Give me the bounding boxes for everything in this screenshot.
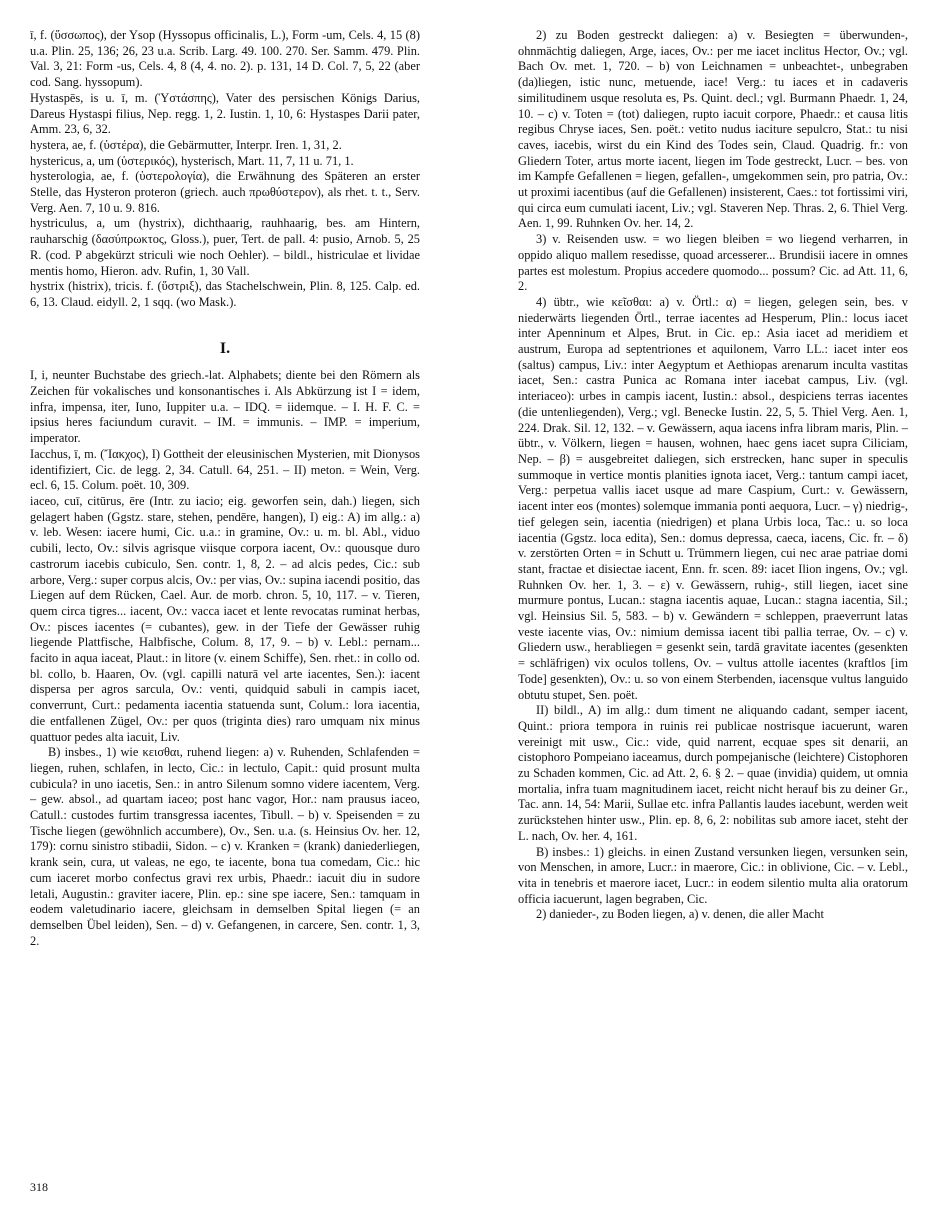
paragraph-bildl: II) bildl., A) im allg.: dum timent ne aliquando cadant, semper iacent, Quint.: priora tempora in ruinis rei publicae nostrisque iacuerunt, waren vereinigt mit usw., Cic.: vide, quid narrent, ecquae spes sit denarii, an cistophoro Pompeiano iaceamus, durch pompejanische (leichtere) Cistophoren zu Schaden kommen, Cic. ad Att. 2, 6. § 2. – quae (invidia) quidem, ut omnia mortalia, infra tuam magnitudinem iacet, reicht nicht herauf bis zu deiner Gr., Tac. ann. 14, 54: Marii, Sullae etc. infra Pallantis laudes iacebunt, werden weit zurückstehen hinter usw., Plin. ep. 8, 6, 2: nobilitas sub amore iacet, steht der L. nach, Ov. her. 4, 161.	[518, 703, 908, 843]
entry-iaceo-b: B) insbes., 1) wie κεισθαι, ruhend liegen: a) v. Ruhenden, Schlafenden = liegen, ruhen, schlafen, in lecto, Cic.: in lectulo, Capit.: quid prosunt multa cubicula? in uno iacetis, Sen.: in antro Silenum somno videre iacentem, Verg. – gew. absol., ad quartam iaceo; post hanc vagor, Hor.: nam prausus iaceo, Catull.: custodes furtim transgressa iacentes, Tibull. – b) v. Speisenden = zu Tische liegen (gewöhnlich accumbere), Ov., Sen. u.a. (s. Heinsius Ov. her. 12, 179): cornu sinistro stibadii, Sidon. – c) v. Kranken = (krank) daniederliegen, krank sein, cura, ut valeas, ne ego, te iacente, bona tua comedam, Cic.: hic cum iaceret morbo confectus gravi rex urbis, Phaedr.: iacuit diu in sudore letali, Augustin.: graviter iacere, Plin. ep.: sine spe iacere, Sen.: tamquam in eodem valetudinario iacere, gleichsam in demselben Spital liegen (= an demselben Übel leiden), Sen. – d) v. Gefangenen, in carcere, Sen. contr. 1, 3, 2.	[30, 745, 420, 948]
entry-i: I, i, neunter Buchstabe des griech.-lat. Alphabets; diente bei den Römern als Zeichen für vokalisches und konsonantisches i. Als Abkürzung ist I = idem, infra, impensa, iter, Iuno, Iuppiter u.a. – IDQ. = iidemque. – I. H. F. C. = ipsius heres faciundum curavit. – IM. = immunis. – IMP. = imperium, imperator.	[30, 368, 420, 446]
entry-hystera: hystera, ae, f. (ὑστέρα), die Gebärmutter, Interpr. Iren. 1, 31, 2.	[30, 137, 342, 152]
entry-iacchus: Iacchus, ī, m. (Ἴακχος), I) Gottheit der eleusinischen Mysterien, mit Dionysos identifiziert, Cic. de legg. 2, 34. Catull. 64, 251. – II) meton. = Wein, Verg. ecl. 6, 15. Colum. poët. 10, 309.	[30, 446, 420, 493]
paragraph-uebtr: 4) übtr., wie κεῖσθαι: a) v. Örtl.: α) = liegen, gelegen sein, bes. v niederwärts liegenden Örtl., terrae iacentes ad Hesperum, Plin.: locus iacet inter Apenninum et Alpes, Brut. in Cic. ep.: Asia iacet ad meridiem et austrum, Europa ad septentriones et aquilonem, Varro LL.: iacet inter eos (saltus) campus, Liv.: inter Aegyptum et Aethiopas arenarum inculta vastitas iacet, Sen.: castra Punica ac Romana inter iacebat campus, Liv. (vgl. interiaceo): urbes in campis iacent, Iustin.: absol., despiciens terras iacentes (die untenliegenden), Verg.; vgl. Benecke Iustin. 22, 5, 5. Thiel Verg. Aen. 1, 224. Drak. Sil. 12, 132. – v. Gewässern, aqua iacens infra libram maris, Plin. – übtr., v. Völkern, liegen = hausen, wohnen, haec gens iacet supra Ciliciam, Nep. – β) = ausgebreitet daliegen, sich erstrecken, hanc super in speculis summoque in vertice montis planities ignota iacet, Verg.: tantum campi iacet, Verg.: perpetua vallis iacet usque ad mare Caspium, Curt.: v. Gewässern, iacent inter eos (montes) solemque immania ponti aequora, Lucr. – γ) niedrig-, tief gelegen sein, iacentia (niedrigen) et plana Urbis loca, Tac.: u. so loca iacentia (Ggstz. loca edita), Sen.: domus depressa, caeca, iacens, Cic. fr. – δ) v. zerstörten Orten = in Schutt u. Trümmern liegen, cui nec arae patriae domi stant, fractae et disiectae iacent, Enn. fr. scen. 89: iacet Ilion ingens, Ov.; vgl. Ruhnken Ov. her. 1, 3. – ε) v. Gewässern, ruhig-, still liegen, iacet sine murmure pontus, Lucan.: stagna iacentis aquae, Lucan.: stagna iacentia, Sil.; vgl. Heinsius Sil. 5, 583. – b) v. Gewändern = schleppen, praeverrunt latas veste iacente vias, Ov.: nimium demissa iacent tibi pallia terrae, Ov. – c) v. Gliedern usw., herabliegen = gesenkt sein, tardā gravitate iacentes (gesenkten = schläfrigen) vix oculos tollens, Ov. – vultus attolle iacentes (kraftlos [im Tode] gesenkten), Ov.: u. so von einem Sterbenden, iacensque vultus languido obtutu stupet, Sen. poët.	[518, 294, 908, 702]
section-heading: I.	[219, 339, 231, 357]
page-number: 318	[30, 1180, 48, 1194]
entry-hystericus: hystericus, a, um (ὑστερικός), hysterisch, Mart. 11, 7, 11 u. 71, 1.	[30, 153, 354, 168]
paragraph-insbes: B) insbes.: 1) gleichs. in einen Zustand versunken liegen, versunken sein, von Menschen, in amore, Lucr.: in maerore, Cic.: in oblivione, Cic. – v. Lebl., vita in tenebris et maerore iacet, Lucr.: in eodem silentio multa alia oratorum officia iacuerunt, lagen begraben, Cic.	[518, 844, 908, 906]
left-column	[30, 28, 420, 1168]
paragraph-reisenden: 3) v. Reisenden usw. = wo liegen bleiben = wo liegend verharren, in oppido aliquo mallem resedisse, quoad arcesserer... Brundisii iacere in omnes partes est molestum. Propius accedere quomodo... possum? Cic. ad Att. 11, 6, 2.	[518, 232, 908, 294]
entry-hystaspes: Hystaspēs, is u. ī, m. (Ὑστάσπης), Vater des persischen Königs Darius, Dareus Hystaspi filius, Nep. regg. 1, 2. Iustin. 1, 10, 6: Hystaspes Darii pater, Amm. 23, 6, 32.	[30, 90, 420, 137]
entry-hystrix: hystrix (histrix), tricis. f. (ὕστριξ), das Stachelschwein, Plin. 8, 125. Calp. ed. 6, 13. Claud. eidyll. 2, 1 sqq. (wo Mask.).	[30, 279, 420, 309]
entry-hyssopus: ī, f. (ὕσσωπος), der Ysop (Hyssopus officinalis, L.), Form -um, Cels. 4, 15 (8) u.a. Plin. 25, 136; 26, 23 u.a. Scrib. Larg. 49. 100. 270. Ser. Samm. 479. Plin. Val. 3, 21: Form -us, Cels. 4, 8 (4, 4. no. 2). p. 131, 14 D. Col. 7, 5, 22 (aber cod. Sang. hyssopum).	[30, 28, 420, 90]
dictionary-page	[30, 28, 908, 1198]
entry-iaceo: iaceo, cuī, citūrus, ēre (Intr. zu iacio; eig. geworfen sein, dah.) liegen, sich gelagert haben (Ggstz. stare, stehen, pendēre, hangen), I) eig.: A) im allg.: a) v. leb. Wesen: iacere humi, Cic. u.a.: in gramine, Ov.: u. m. bl. Abl., viduo cubili, lecto, Ov.: silvis agrisque viisque corpora iacent, Ov.: quousque duro castrorum iacebis cubiculo, Sen. contr. 1, 8, 2. – ad alcis pedes, Cic.: sub arbore, Verg.: super corpus alcis, Ov.: per vias, Ov.: supina iacendi positio, das Liegen auf dem Rücken, Cael. Aur. de morb. chron. 5, 10, 117. – v. Tieren, quem circa tigres... iacent, Ov.: vacca iacet et lente revocatas ruminat herbas, Ov.: pisces iacentes (= cubantes), gew. in der Tiefe der Gewässer ruhig liegende Plattfische, Halbfische, Colum. 8, 17, 9. – b) v. Lebl.: pernam... facito in aqua iaceat, Plaut.: in litore (v. einem Schiffe), Sen. rhet.: in collo od. bl. collo, b. Haaren, Ov. (vgl. capilli naturā vel arte iacentes, Sen.): iacent dispersa per agros sarcula, Ov.: venti, quidquid sabuli in campis iacet, converrunt, Curt.: pedamenta iacentia statuenda sunt, Colum.: lora iacentia, die entfallenen Zügel, Ov.: per quos (triginta dies) raro umquam nix minus quattuor pedes alta iacuit, Liv.	[30, 493, 420, 744]
paragraph-danieder: 2) danieder-, zu Boden liegen, a) v. denen, die aller Macht	[536, 907, 824, 922]
entry-hysterologia: hysterologia, ae, f. (ὑστερολογία), die Erwähnung des Späteren an erster Stelle, das Hysteron proteron (griech. auch πρωθύστερον), als rhet. t. t., Serv. Verg. Aen. 7, 10 u. 9. 816.	[30, 169, 420, 215]
right-column	[518, 28, 908, 1168]
paragraph-zu-boden: 2) zu Boden gestreckt daliegen: a) v. Besiegten = überwunden-, ohnmächtig daliegen, Arge, iaces, Ov.: per me iacet inclitus Hector, Ov.; vgl. Bach Ov. met. 1, 720. – b) von Leichnamen = unbeachtet-, unbegraben (da)liegen, istic nunc, metuende, iace! Verg.: tu iaces et in cadaveris similitudinem usque resoluta es, Ps. Quint. decl.; vgl. Burmann Phaedr. 1, 24, 10. – c) v. Toten = (tot) daliegen, rupto iacuit corpore, Phaedr.: et causa litis regibus Chryse iaces, Sen. poët.: vetito nudus iaciture sepulcro, Stat.: tu nisi caves, iacebis, wirst du ein Kind des Todes sein, Claud. Quadrig. fr.: von Gliedern Toter, artus morte iacent, liegen im Tode gestreckt, Lucr. – bes. von im Kampfe Gefallenen = liegen, gefallen-, umgekommen sein, pro patria, Ov.: ut proximi iacentibus (auf die Gefallenen) insisterent, Caes.: tot fortissimi viri, qui circa eum cumulati iacent, Liv.; vgl. Staveren Nep. Thras. 2, 6. Thiel Verg. Aen. 1, 99. Ruhnken Ov. her. 14, 2.	[518, 28, 908, 231]
entry-hystriculus: hystriculus, a, um (hystrix), dichthaarig, rauhhaarig, bes. am Hintern, rauharschig (δασύπρωκτος, Gloss.), puer, Tert. de pall. 4: pusio, Arnob. 5, 25 R. (cod. P abgekürzt striculi wie noch Oehler). – bildl., histriculae et lividae mentis homo, Hieron. adv. Rufin, 1, 30 Vall.	[30, 216, 420, 278]
